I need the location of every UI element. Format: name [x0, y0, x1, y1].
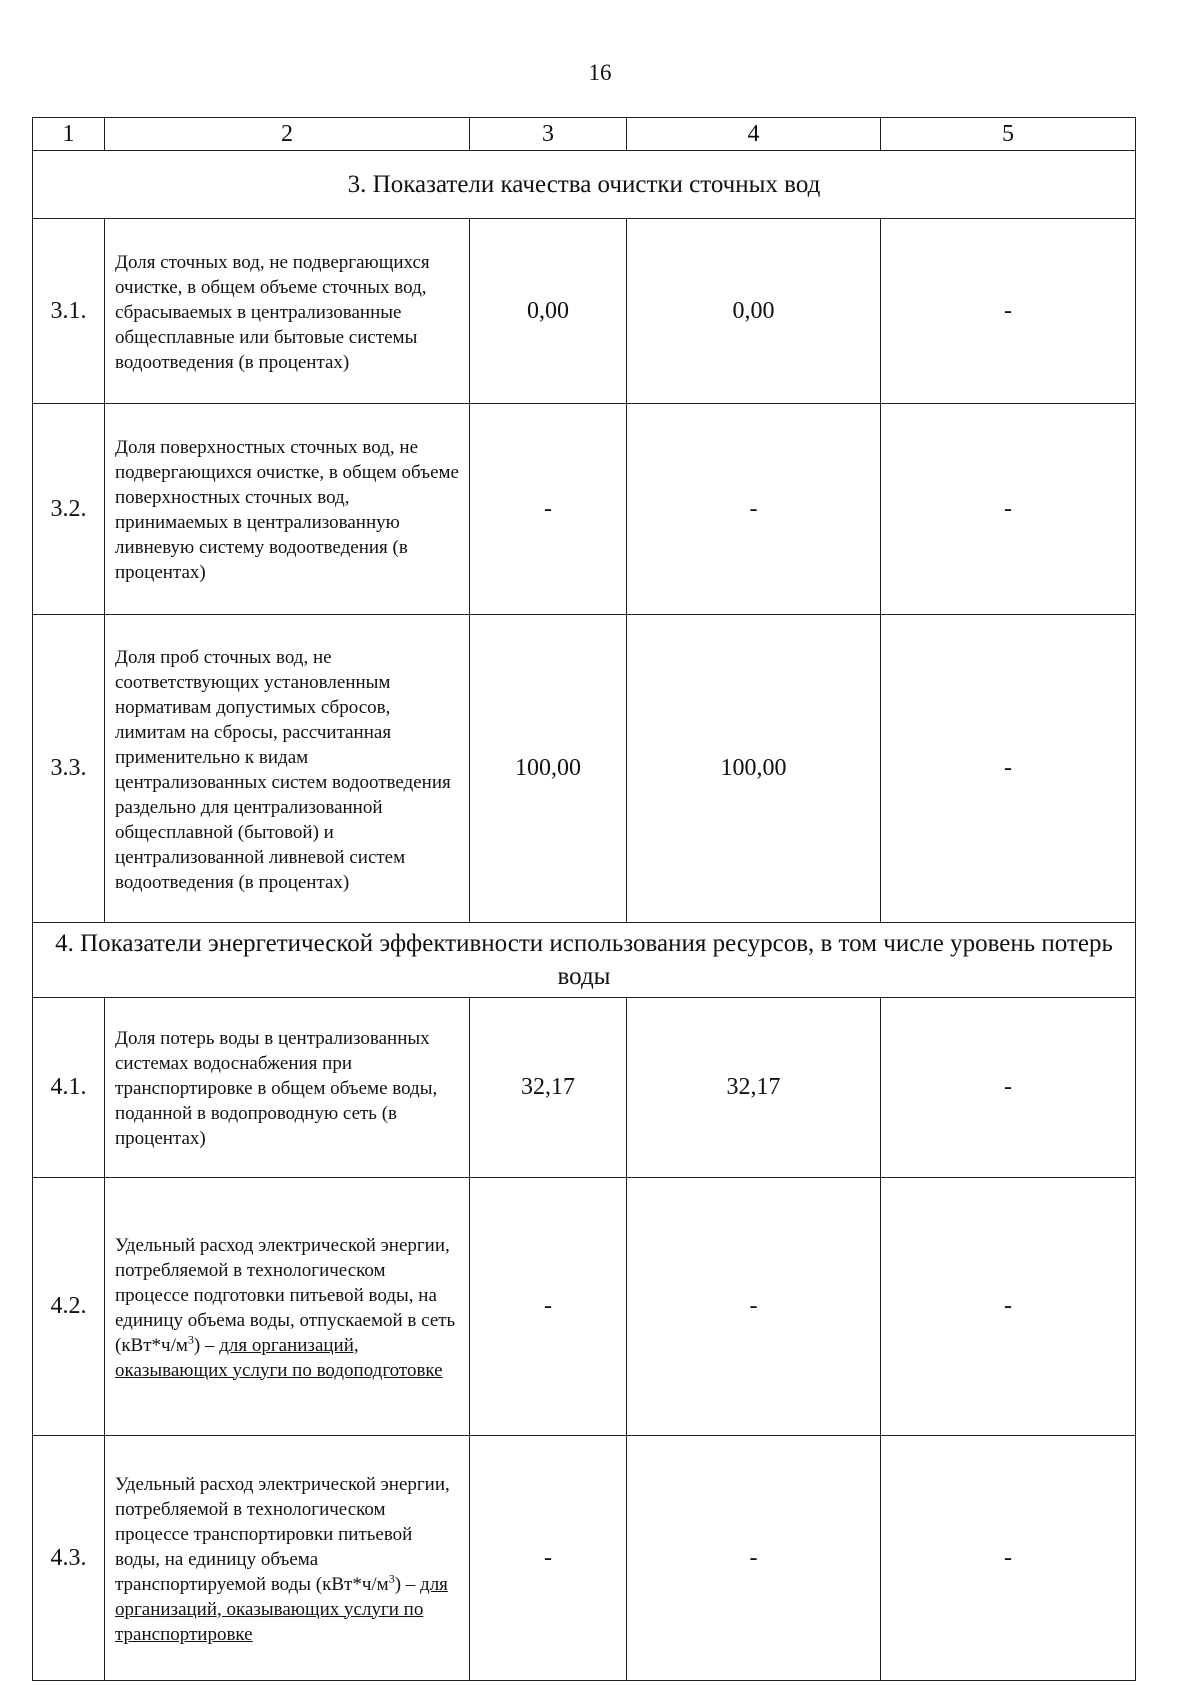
- header-cell-5: 5: [881, 118, 1136, 151]
- table-row: [33, 1178, 1136, 1436]
- unit-superscript: 3: [187, 1332, 194, 1347]
- header-cell-2: 2: [105, 118, 470, 151]
- section-row-4: [33, 923, 1136, 998]
- row-value-col5: -: [881, 219, 1136, 404]
- row-description-underlined: для организаций, оказывающих услуги по водоподготовке: [115, 1334, 443, 1381]
- header-cell-1: 1: [33, 118, 105, 151]
- row-description-dash: ) –: [193, 1334, 220, 1356]
- row-value-col4: -: [627, 404, 881, 615]
- table-row: [33, 615, 1136, 923]
- row-value-col4: 100,00: [627, 615, 881, 923]
- row-value-col5: -: [881, 404, 1136, 615]
- row-description: Доля проб сточных вод, не соответствующих установленным нормативам допустимых сбросов, лимитам на сбросы, рассчитанная применительно к видам централизованных систем водоотведения раздельно для централизованной общесплавной (бытовой) и централизованной ливневой систем водоотведения (в процентах): [105, 615, 470, 923]
- row-description-underlined: для организаций, оказывающих услуги по транспортировке: [115, 1573, 448, 1645]
- row-description-dash: ) –: [394, 1573, 421, 1595]
- table-row: [33, 404, 1136, 615]
- page-number: 16: [588, 60, 612, 85]
- section-row-3: [33, 151, 1136, 219]
- row-description-main: Удельный расход электрической энергии, потребляемой в технологическом процессе подготовки питьевой воды, на единицу объема воды, отпускаемой в сеть (кВт*ч/м: [115, 1234, 456, 1356]
- row-value-col4: 0,00: [627, 219, 881, 404]
- row-number: 4.3.: [33, 1436, 105, 1681]
- section-title-3: 3. Показатели качества очистки сточных вод: [33, 151, 1136, 219]
- unit-superscript: 3: [388, 1571, 395, 1586]
- row-description: Доля потерь воды в централизованных системах водоснабжения при транспортировке в общем объеме воды, поданной в водопроводную сеть (в процентах): [105, 998, 470, 1178]
- row-value-col4: -: [627, 1436, 881, 1681]
- row-value-col3: 32,17: [470, 998, 627, 1178]
- row-number: 3.3.: [33, 615, 105, 923]
- row-number: 4.2.: [33, 1178, 105, 1436]
- row-number: 3.1.: [33, 219, 105, 404]
- row-value-col3: 100,00: [470, 615, 627, 923]
- row-description: [105, 1178, 470, 1436]
- table-row: [33, 998, 1136, 1178]
- row-description: Доля сточных вод, не подвергающихся очистке, в общем объеме сточных вод, сбрасываемых в централизованные общесплавные или бытовые системы водоотведения (в процентах): [105, 219, 470, 404]
- table-row: [33, 219, 1136, 404]
- row-value-col3: -: [470, 404, 627, 615]
- row-value-col5: -: [881, 998, 1136, 1178]
- row-value-col3: -: [470, 1178, 627, 1436]
- row-description: [105, 1436, 470, 1681]
- row-value-col5: -: [881, 1178, 1136, 1436]
- table-header-row: [33, 118, 1136, 151]
- row-value-col4: 32,17: [627, 998, 881, 1178]
- row-value-col4: -: [627, 1178, 881, 1436]
- row-value-col3: 0,00: [470, 219, 627, 404]
- row-value-col5: -: [881, 1436, 1136, 1681]
- indicators-table: [32, 117, 1136, 1681]
- row-value-col5: -: [881, 615, 1136, 923]
- row-number: 4.1.: [33, 998, 105, 1178]
- row-value-col3: -: [470, 1436, 627, 1681]
- section-title-4: 4. Показатели энергетической эффективности использования ресурсов, в том числе уровень потерь воды: [33, 923, 1136, 998]
- row-description-main: Удельный расход электрической энергии, потребляемой в технологическом процессе транспортировки питьевой воды, на единицу объема транспортируемой воды (кВт*ч/м: [115, 1473, 450, 1595]
- table-row: [33, 1436, 1136, 1681]
- row-description: Доля поверхностных сточных вод, не подвергающихся очистке, в общем объеме поверхностных сточных вод, принимаемых в централизованную ливневую систему водоотведения (в процентах): [105, 404, 470, 615]
- row-number: 3.2.: [33, 404, 105, 615]
- header-cell-3: 3: [470, 118, 627, 151]
- header-cell-4: 4: [627, 118, 881, 151]
